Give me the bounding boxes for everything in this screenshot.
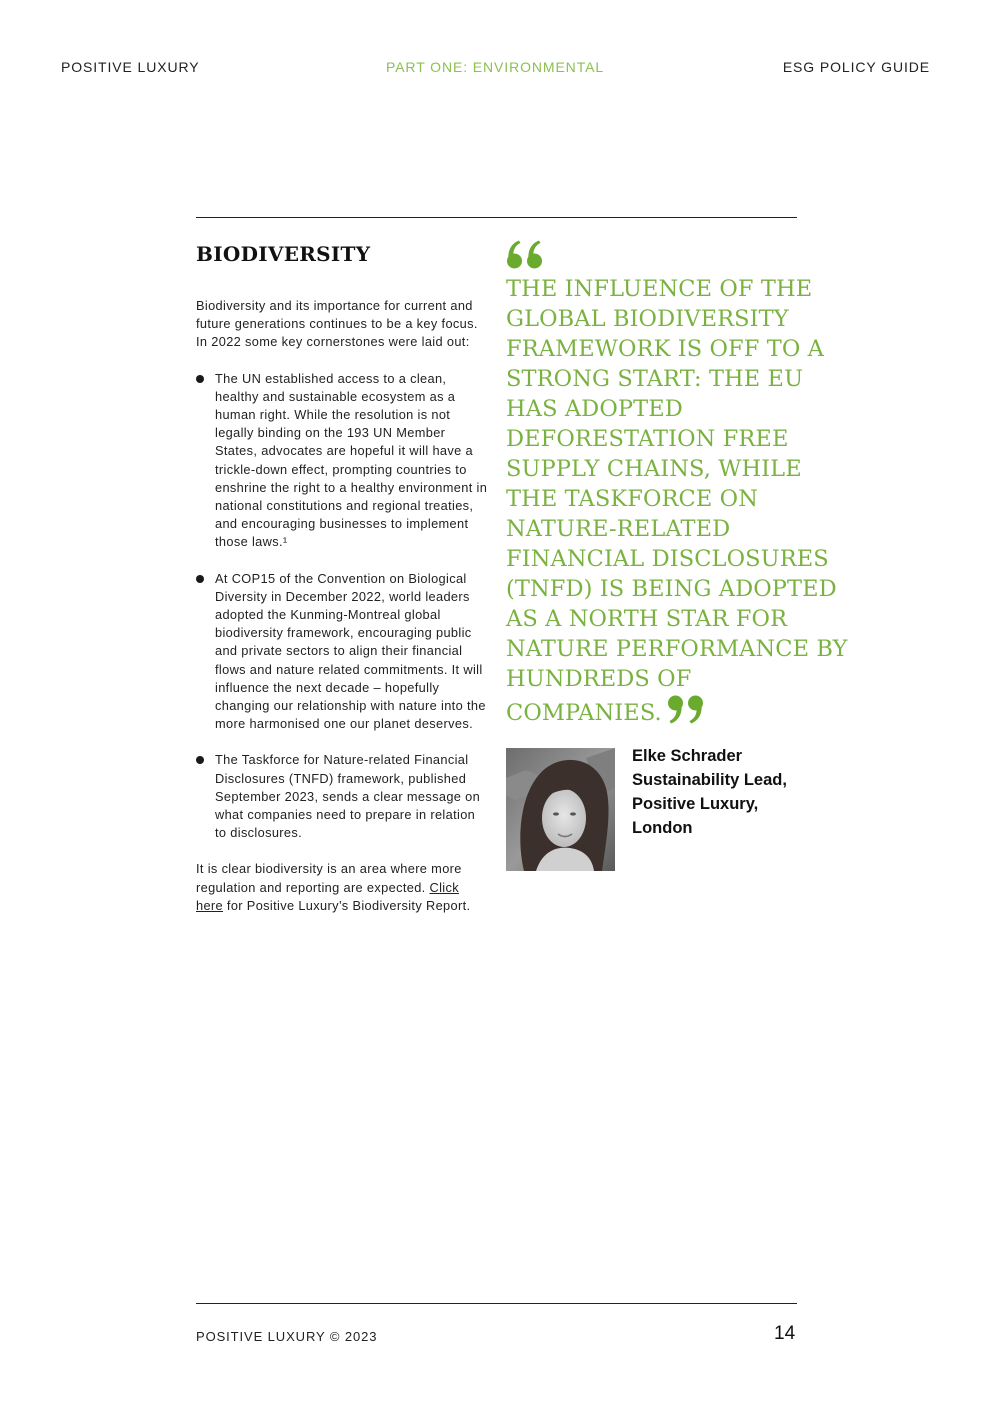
quote-paragraph	[506, 274, 851, 728]
list-item	[196, 570, 488, 734]
header-section: PART ONE: ENVIRONMENTAL	[386, 59, 605, 75]
bullet-text: The UN established access to a clean, healthy and sustainable ecosystem as a human right. While the resolution is not legally binding on the 193 UN Member States, advocates are hopeful it will have a trickle-down effect, prompting countries to enshrine the right to a healthy environment in national constitutions and regional treaties, and encouraging businesses to implement those laws.¹	[215, 370, 488, 550]
intro-paragraph: Biodiversity and its importance for current and future generations continues to be a key focus. In 2022 some key cornerstones were laid out:	[196, 298, 478, 350]
person-details	[632, 744, 787, 840]
bullet-text: At COP15 of the Convention on Biological Diversity in December 2022, world leaders adopted the Kunming-Montreal global biodiversity framework, encouraging public and private sectors to align their financial flows and nature related commitments. It will influence the next decade – hopefully changing our relationship with nature into the more harmonised one our planet deserves.	[215, 570, 486, 732]
closing-paragraph	[196, 860, 488, 915]
biodiversity-report-link[interactable]: Click here	[196, 879, 459, 913]
biodiversity-section	[196, 242, 488, 915]
bullet-text: The Taskforce for Nature-related Financial Disclosures (TNFD) framework, published September 2023, sends a clear message on what companies need to prepare in relation to disclosures.	[215, 752, 481, 841]
bullet-icon	[196, 756, 204, 764]
bottom-divider	[196, 1303, 797, 1304]
person-name: Elke Schrader	[632, 747, 743, 765]
portrait-photo	[506, 748, 615, 871]
quote-text: THE INFLUENCE OF THE GLOBAL BIODIVERSITY FRAMEWORK IS OFF TO A STRONG START: THE EU HAS ADOPTED DEFORESTATION FREE SUPPLY CHAINS, WHILE THE TASKFORCE ON NATURE-RELATED FINANCIAL DISCLOSURES (TNFD) IS BEING ADOPTED AS A NORTH STAR FOR NATURE PERFORMANCE BY HUNDREDS OF COMPANIES.	[506, 276, 848, 726]
header-document-title: ESG POLICY GUIDE	[782, 59, 930, 75]
page-number: 14	[774, 1323, 796, 1344]
list-item	[196, 751, 488, 842]
header-brand: POSITIVE LUXURY	[61, 59, 200, 75]
section-title: BIODIVERSITY	[196, 242, 371, 266]
list-item	[196, 370, 488, 552]
footer-copyright: POSITIVE LUXURY © 2023	[196, 1329, 378, 1344]
bullet-icon	[196, 375, 204, 383]
person-location: London	[632, 819, 693, 837]
top-divider	[196, 217, 797, 218]
pull-quote	[506, 240, 851, 728]
closing-text: It is clear biodiversity is an area where more regulation and reporting are expected.	[196, 861, 462, 895]
bullet-list	[196, 370, 488, 843]
bullet-icon	[196, 575, 204, 583]
open-quote-icon	[506, 240, 851, 274]
close-quote-icon	[666, 694, 704, 724]
person-company: Positive Luxury,	[632, 795, 759, 813]
person-role: Sustainability Lead,	[632, 771, 787, 789]
closing-text-end: for Positive Luxury’s Biodiversity Report.	[223, 897, 471, 913]
